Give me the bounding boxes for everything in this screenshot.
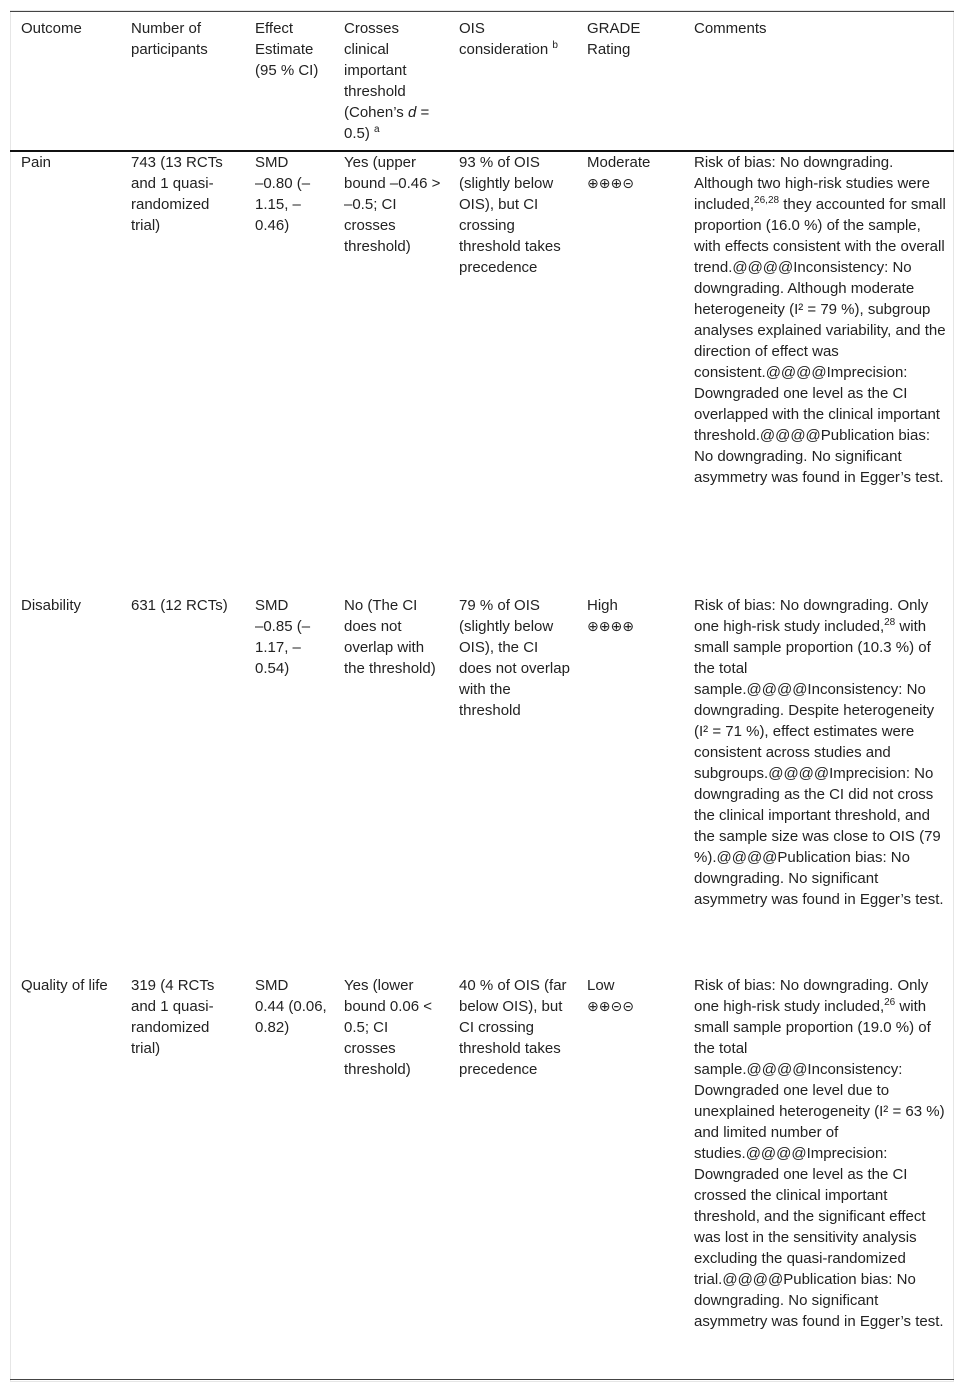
cell-participants: 631 (12 RCTs) (131, 597, 228, 614)
effect-value: –0.85 (–1.17, –0.54) (255, 618, 311, 677)
cell-effect (244, 975, 333, 1379)
header-crosses-text: Crosses clinical important threshold (Cohen’s (344, 20, 408, 121)
cell-crosses: Yes (lower bound 0.06 < 0.5; CI crosses threshold) (344, 977, 433, 1078)
comment-text-cont: with small sample proportion (10.3 %) of the total sample.@@@@Inconsistency: No downgrading. Despite heterogeneity (I² = 71 %), effect estimates were consistent across studies and subgroups.@@@@Imprecision: No downgrading as the CI did not cross the clinical important threshold, and the sample size was close to OIS (79 %).@@@@Publication bias: No downgrading. No significant asymmetry was found in Egger’s test. (694, 618, 944, 908)
table-row-pain (10, 151, 954, 595)
cell-grade (576, 151, 683, 595)
cell-ois: 93 % of OIS (slightly below OIS), but CI crossing threshold takes precedence (459, 154, 561, 276)
header-comments: Comments (694, 20, 767, 37)
grade-rating: Low (587, 977, 615, 994)
header-crosses-d: d (407, 104, 417, 121)
comment-text: Risk of bias: No downgrading. Only one high-risk study included, (694, 977, 929, 1015)
cell-crosses: No (The CI does not overlap with the threshold) (344, 597, 436, 677)
grade-rating: High (587, 597, 618, 614)
header-crosses-text-end: = 0.5) (344, 104, 430, 142)
effect-value: –0.80 (–1.15, –0.46) (255, 175, 311, 234)
effect-label: SMD (255, 977, 289, 994)
header-grade: GRADE Rating (587, 20, 641, 58)
comment-text-cont: they accounted for small proportion (16.0 %) of the sample, with effects consistent with the overall trend.@@@@Inconsistency: No downgrading. Although moderate heterogeneity (I² = 79 %), subgroup analyses explained variability, and the direction of effect was consistent.@@@@Imprecision: Downgraded one level as the CI overlapped with the clinical important threshold.@@@@Publication bias: No downgrading. No significant asymmetry was found in Egger’s test. (694, 196, 946, 486)
comment-text-cont: with small sample proportion (19.0 %) of the total sample.@@@@Inconsistency: Downgraded one level due to unexplained heterogeneity (I² = 63 %) and limited number of studies.@@@@Imprecision: Downgraded one level as the CI crossed the clinical important threshold, and the significant effect was lost in the sensitivity analysis excluding the quasi-randomized trial.@@@@Publication bias: No downgrading. No significant asymmetry was found in Egger’s test. (694, 998, 945, 1330)
citation-ref: 26 (884, 997, 896, 1008)
footnote-marker-b: b (552, 40, 558, 51)
grade-evidence-table (10, 11, 954, 1380)
cell-outcome: Disability (21, 597, 82, 614)
table-body (10, 151, 954, 1379)
cell-effect (244, 151, 333, 595)
header-row (10, 12, 954, 152)
cell-grade (576, 975, 683, 1379)
cell-comments (683, 151, 954, 595)
header-participants: Number of participants (131, 20, 208, 58)
effect-value: 0.44 (0.06, 0.82) (255, 998, 327, 1036)
cell-effect (244, 595, 333, 975)
effect-label: SMD (255, 597, 289, 614)
cell-comments (683, 595, 954, 975)
header-outcome: Outcome (21, 20, 82, 37)
grade-rating: Moderate (587, 154, 651, 171)
cell-outcome: Pain (21, 154, 52, 171)
cell-participants: 319 (4 RCTs and 1 quasi-randomized trial) (131, 977, 215, 1057)
grade-symbols: ⊕⊕⊕⊝ (587, 176, 634, 192)
cell-grade (576, 595, 683, 975)
cell-comments (683, 975, 954, 1379)
cell-outcome: Quality of life (21, 977, 108, 994)
citation-ref: 26,28 (754, 195, 780, 206)
cell-participants: 743 (13 RCTs and 1 quasi-randomized trial) (131, 154, 223, 234)
cell-crosses: Yes (upper bound –0.46 > –0.5; CI crosses threshold) (344, 154, 441, 255)
header-effect-estimate: Effect Estimate (95 % CI) (255, 20, 319, 79)
footnote-marker-a: a (374, 124, 380, 135)
comment-text: Risk of bias: No downgrading. Only one high-risk study included, (694, 597, 929, 635)
table-row-disability (10, 595, 954, 975)
cell-ois: 79 % of OIS (slightly below OIS), the CI does not overlap with the threshold (459, 597, 570, 719)
header-crosses-threshold (333, 12, 448, 152)
effect-label: SMD (255, 154, 289, 171)
comment-text: Risk of bias: No downgrading. Although two high-risk studies were included, (694, 154, 930, 213)
table-row-quality-of-life (10, 975, 954, 1379)
table-header (10, 12, 954, 152)
header-ois (448, 12, 576, 152)
cell-ois: 40 % of OIS (far below OIS), but CI crossing threshold takes precedence (459, 977, 567, 1078)
citation-ref: 28 (884, 617, 896, 628)
header-ois-text: OIS consideration (459, 20, 553, 58)
grade-symbols: ⊕⊕⊝⊝ (587, 999, 634, 1015)
grade-symbols: ⊕⊕⊕⊕ (587, 619, 634, 635)
